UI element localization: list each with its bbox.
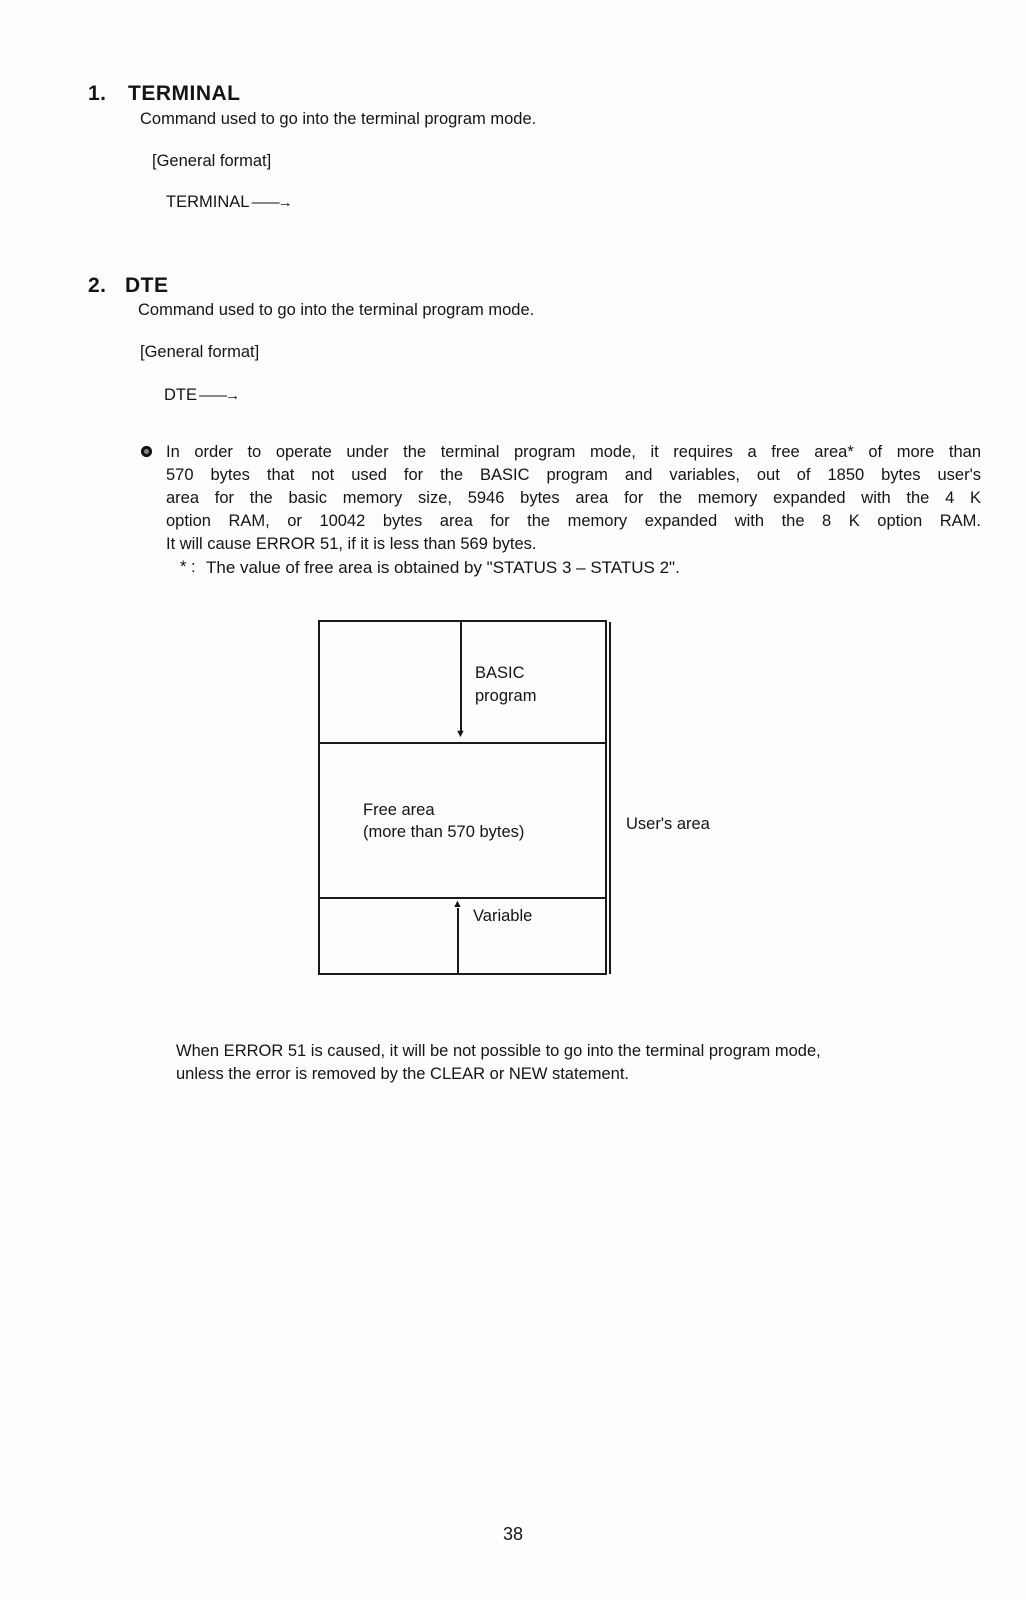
section-2-description: Command used to go into the terminal program mode. <box>138 301 535 319</box>
variable-label: Variable <box>473 907 533 925</box>
bullet-line: 570 bytes that not used for the BASIC program and variables, out of 1850 bytes user's <box>166 466 981 484</box>
free-area-label-line2: (more than 570 bytes) <box>363 823 525 841</box>
section-1-description: Command used to go into the terminal program mode. <box>140 110 537 128</box>
section-2-format-command: DTE ——→ <box>164 386 238 405</box>
footnote-text: The value of free area is obtained by "STATUS 3 – STATUS 2". <box>206 558 680 577</box>
closing-line: unless the error is removed by the CLEAR or NEW statement. <box>176 1065 630 1083</box>
page-number: 38 <box>502 1524 524 1544</box>
users-area-bracket <box>609 622 611 974</box>
basic-label-line1: BASIC <box>475 664 525 682</box>
bullet-line: It will cause ERROR 51, if it is less than 569 bytes. <box>166 535 537 553</box>
users-area-label: User's area <box>626 815 710 833</box>
bullet-icon <box>141 446 152 457</box>
arrow-down-icon: ▼ <box>455 728 466 740</box>
basic-label-line2: program <box>475 687 537 705</box>
bullet-line: area for the basic memory size, 5946 bytes area for the memory expanded with the 4 K <box>166 489 981 507</box>
section-1-title: TERMINAL <box>128 82 241 105</box>
variable-growth-line <box>457 908 459 974</box>
free-area-label-line1: Free area <box>363 801 435 819</box>
closing-line: When ERROR 51 is caused, it will be not possible to go into the terminal program mode, <box>176 1042 821 1060</box>
bullet-line: option RAM, or 10042 bytes area for the memory expanded with the 8 K option RAM. <box>166 512 981 530</box>
section-1-number: 1. <box>88 82 107 105</box>
arrow-up-icon: ▲ <box>452 898 463 910</box>
section-1-format-label: [General format] <box>152 152 272 170</box>
memory-outer-box <box>318 620 607 975</box>
section-1-format-command: TERMINAL ——→ <box>166 193 291 212</box>
section-2-title: DTE <box>125 274 169 297</box>
footnote-mark: * : <box>180 558 196 576</box>
divider-basic-free <box>318 742 607 744</box>
section-2-number: 2. <box>88 274 107 297</box>
section-2-format-label: [General format] <box>140 343 260 361</box>
bullet-paragraph <box>166 441 981 556</box>
closing-note <box>176 1040 976 1086</box>
basic-growth-line <box>460 620 462 734</box>
bullet-line: In order to operate under the terminal program mode, it requires a free area* of more than <box>166 443 981 461</box>
